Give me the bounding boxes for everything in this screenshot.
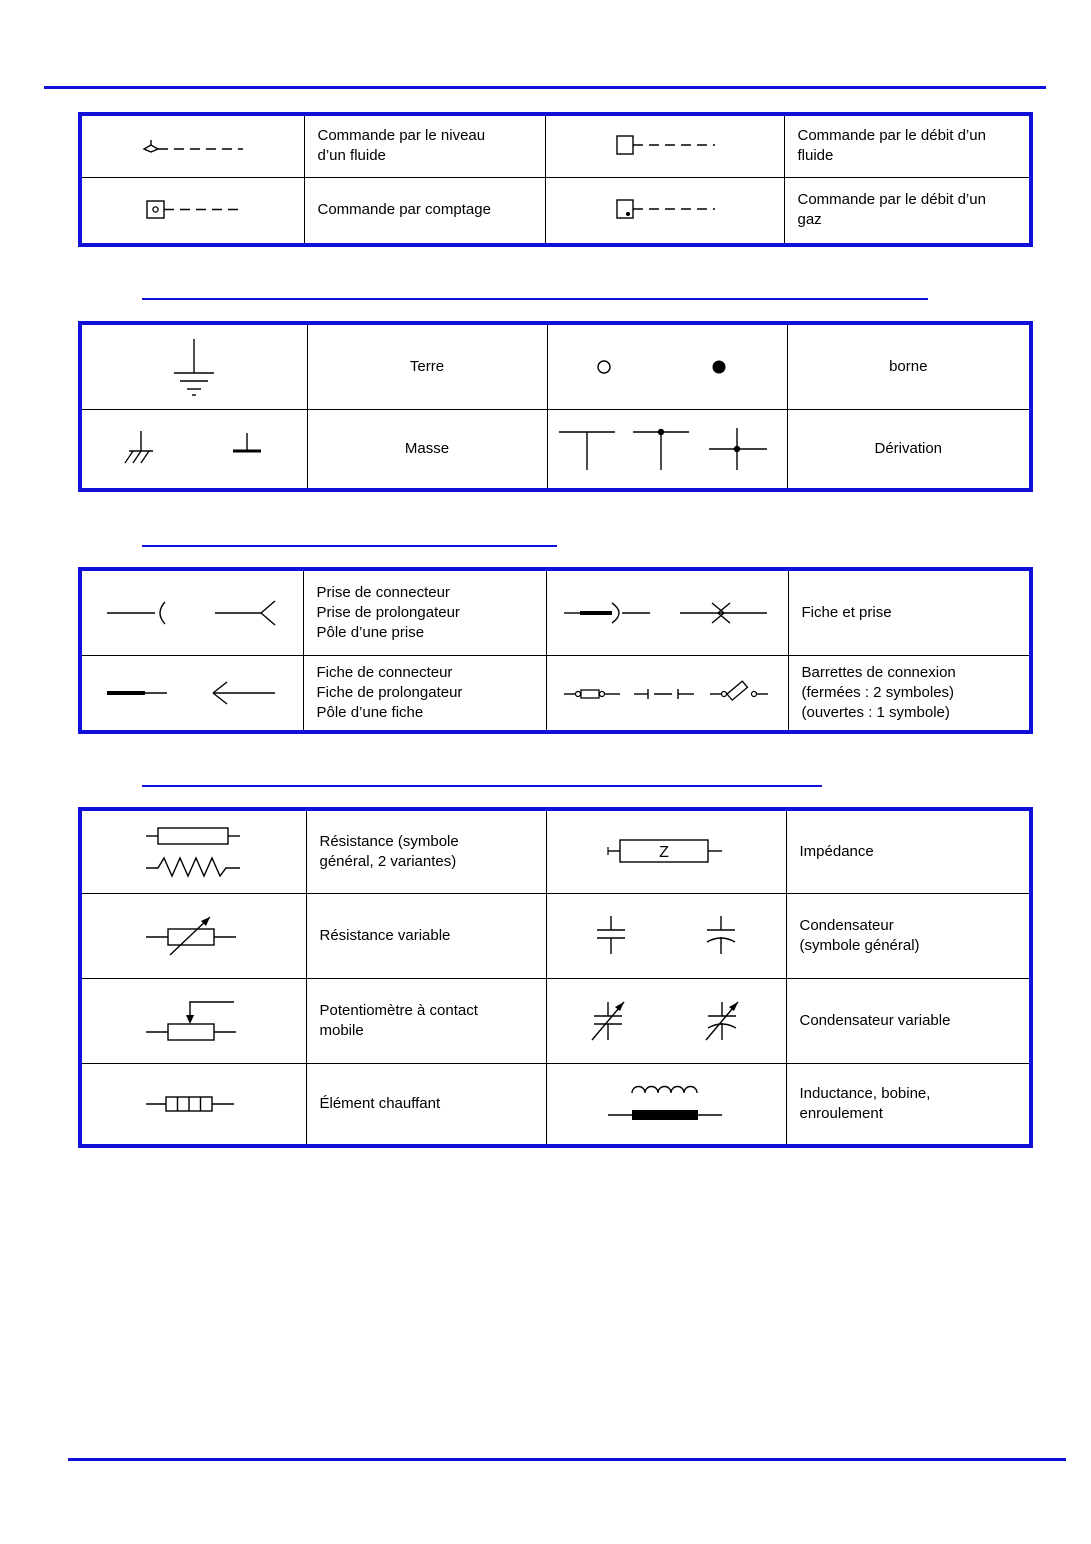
footer-rule bbox=[68, 1458, 1066, 1461]
variable-resistor-icon bbox=[80, 893, 306, 978]
gas-flow-control-icon bbox=[545, 177, 784, 245]
terminal-label: borne bbox=[787, 323, 1031, 409]
plug-icon bbox=[80, 655, 303, 732]
heating-element-icon bbox=[80, 1063, 306, 1146]
table-row bbox=[80, 1063, 1031, 1146]
impedance-icon bbox=[546, 809, 786, 893]
connecting-link-label: Barrettes de connexion (fermées : 2 symboles) (ouvertes : 1 symbole) bbox=[788, 655, 1031, 732]
chassis-ground-label: Masse bbox=[307, 409, 547, 490]
table-row bbox=[80, 893, 1031, 978]
fluid-flow-control-icon bbox=[545, 114, 784, 177]
heating-element-label: Élément chauffant bbox=[306, 1063, 546, 1146]
socket-icon bbox=[80, 569, 303, 655]
table-row bbox=[80, 569, 1031, 655]
capacitor-label: Condensateur (symbole général) bbox=[786, 893, 1031, 978]
table-row bbox=[80, 655, 1031, 732]
table-row bbox=[80, 978, 1031, 1063]
socket-label: Prise de connecteur Prise de prolongateur Pôle d’une prise bbox=[303, 569, 546, 655]
potentiometer-icon bbox=[80, 978, 306, 1063]
impedance-letter: Z bbox=[659, 843, 669, 861]
gas-flow-control-label: Commande par le débit d’un gaz bbox=[784, 177, 1031, 245]
section-underline bbox=[142, 785, 822, 787]
impedance-label: Impédance bbox=[786, 809, 1031, 893]
potentiometer-label: Potentiomètre à contact mobile bbox=[306, 978, 546, 1063]
connecting-link-icon bbox=[546, 655, 788, 732]
terminal-icon bbox=[547, 323, 787, 409]
component-symbols-table bbox=[78, 807, 1033, 1148]
section-underline bbox=[142, 545, 557, 547]
table-row bbox=[80, 323, 1031, 409]
variable-capacitor-label: Condensateur variable bbox=[786, 978, 1031, 1063]
table-row bbox=[80, 177, 1031, 245]
control-symbols-table bbox=[78, 112, 1033, 247]
chassis-ground-icon bbox=[80, 409, 307, 490]
junction-icon bbox=[547, 409, 787, 490]
ground-symbols-table bbox=[78, 321, 1033, 492]
junction-label: Dérivation bbox=[787, 409, 1031, 490]
table-row bbox=[80, 809, 1031, 893]
fluid-flow-control-label: Commande par le débit d’un fluide bbox=[784, 114, 1031, 177]
earth-ground-label: Terre bbox=[307, 323, 547, 409]
earth-ground-icon bbox=[80, 323, 307, 409]
connector-symbols-table bbox=[78, 567, 1033, 734]
plug-and-socket-label: Fiche et prise bbox=[788, 569, 1031, 655]
plug-and-socket-icon bbox=[546, 569, 788, 655]
inductor-label: Inductance, bobine, enroulement bbox=[786, 1063, 1031, 1146]
capacitor-icon bbox=[546, 893, 786, 978]
count-control-label: Commande par comptage bbox=[304, 177, 545, 245]
variable-resistor-label: Résistance variable bbox=[306, 893, 546, 978]
variable-capacitor-icon bbox=[546, 978, 786, 1063]
fluid-level-control-icon bbox=[80, 114, 304, 177]
inductor-icon bbox=[546, 1063, 786, 1146]
section-underline bbox=[142, 298, 928, 300]
header-rule bbox=[44, 86, 1046, 89]
table-row bbox=[80, 409, 1031, 490]
count-control-icon bbox=[80, 177, 304, 245]
plug-label: Fiche de connecteur Fiche de prolongateur Pôle d’une fiche bbox=[303, 655, 546, 732]
table-row bbox=[80, 114, 1031, 177]
fluid-level-control-label: Commande par le niveau d’un fluide bbox=[304, 114, 545, 177]
resistor-label: Résistance (symbole général, 2 variantes) bbox=[306, 809, 546, 893]
resistor-icon bbox=[80, 809, 306, 893]
